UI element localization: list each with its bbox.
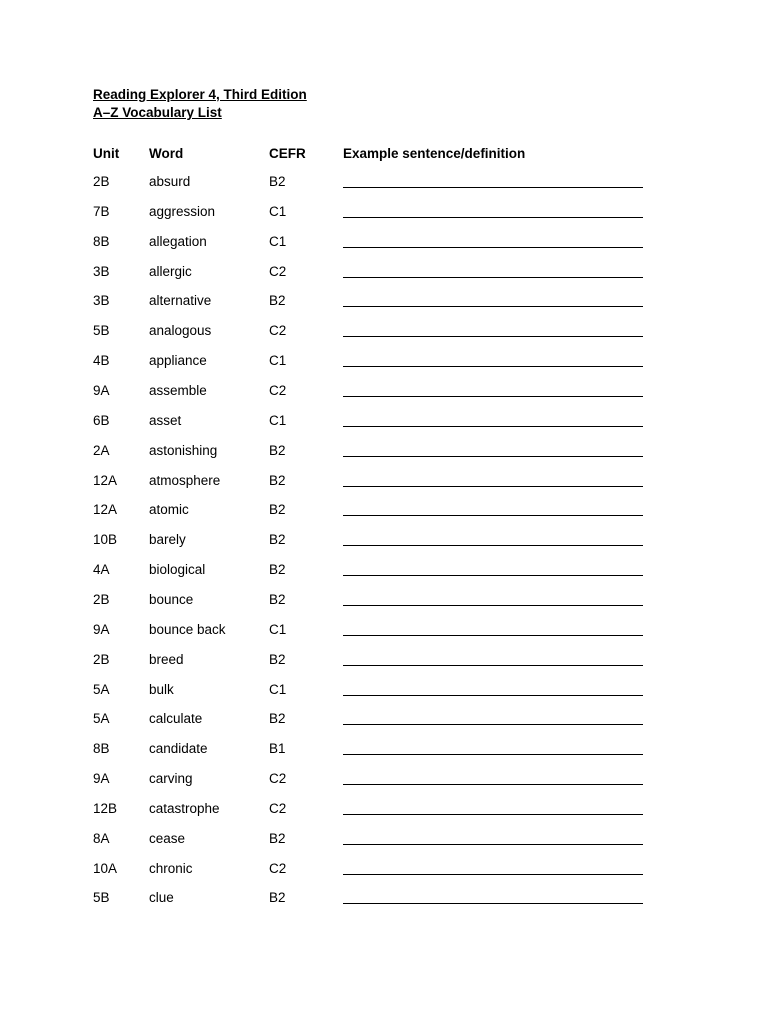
unit-cell: 9A xyxy=(93,621,110,637)
table-row xyxy=(0,442,768,460)
unit-cell: 2B xyxy=(93,174,110,189)
unit-cell: 5A xyxy=(93,681,110,697)
example-blank-line[interactable] xyxy=(343,844,643,845)
word-cell: biological xyxy=(149,562,206,577)
example-blank-line[interactable] xyxy=(343,724,643,725)
table-row xyxy=(0,322,768,340)
word-cell: bounce back xyxy=(149,621,226,637)
example-blank-line[interactable] xyxy=(343,456,643,457)
word-cell: breed xyxy=(149,651,184,667)
table-row xyxy=(0,561,768,579)
header-word: Word xyxy=(149,146,184,161)
word-cell: calculate xyxy=(149,711,203,727)
cefr-cell: B2 xyxy=(269,174,286,189)
unit-cell: 8B xyxy=(93,741,110,757)
word-cell: atmosphere xyxy=(149,472,221,488)
example-blank-line[interactable] xyxy=(343,426,643,427)
example-blank-line[interactable] xyxy=(343,754,643,755)
table-row xyxy=(0,352,768,370)
unit-cell: 12A xyxy=(93,502,118,518)
word-cell: chronic xyxy=(149,860,193,876)
word-cell: candidate xyxy=(149,741,208,757)
table-row xyxy=(0,621,768,639)
unit-cell: 10B xyxy=(93,532,118,548)
unit-cell: 5B xyxy=(93,890,110,906)
table-row xyxy=(0,740,768,758)
unit-cell: 8B xyxy=(93,233,110,249)
unit-cell: 5A xyxy=(93,711,110,727)
cefr-cell: B2 xyxy=(269,651,286,667)
word-cell: barely xyxy=(149,532,186,548)
unit-cell: 9A xyxy=(93,771,110,786)
example-blank-line[interactable] xyxy=(343,187,643,188)
example-blank-line[interactable] xyxy=(343,306,643,307)
cefr-cell: B1 xyxy=(269,741,286,757)
example-blank-line[interactable] xyxy=(343,814,643,815)
word-cell: clue xyxy=(149,890,174,906)
cefr-cell: C1 xyxy=(269,681,287,697)
cefr-cell: B2 xyxy=(269,532,286,548)
document-subtitle: A–Z Vocabulary List xyxy=(93,105,222,120)
example-blank-line[interactable] xyxy=(343,575,643,576)
cefr-cell: C1 xyxy=(269,353,287,369)
unit-cell: 6B xyxy=(93,412,110,428)
cefr-cell: B2 xyxy=(269,890,286,906)
word-cell: astonishing xyxy=(149,442,218,458)
cefr-cell: B2 xyxy=(269,711,286,727)
word-cell: analogous xyxy=(149,323,212,339)
header-example: Example sentence/definition xyxy=(343,146,526,161)
unit-cell: 2B xyxy=(93,591,110,607)
table-row xyxy=(0,292,768,310)
word-cell: alternative xyxy=(149,293,212,309)
cefr-cell: B2 xyxy=(269,293,286,309)
table-row xyxy=(0,501,768,519)
example-blank-line[interactable] xyxy=(343,217,643,218)
cefr-cell: C2 xyxy=(269,383,287,398)
example-blank-line[interactable] xyxy=(343,336,643,337)
cefr-cell: B2 xyxy=(269,830,286,846)
cefr-cell: C1 xyxy=(269,621,287,637)
table-row xyxy=(0,710,768,728)
table-row xyxy=(0,472,768,490)
table-row xyxy=(0,860,768,878)
cefr-cell: C1 xyxy=(269,203,287,219)
document-title: Reading Explorer 4, Third Edition xyxy=(93,87,307,102)
unit-cell: 9A xyxy=(93,383,110,398)
unit-cell: 12B xyxy=(93,800,118,816)
table-row xyxy=(0,651,768,669)
word-cell: carving xyxy=(149,771,193,786)
table-row xyxy=(0,830,768,848)
example-blank-line[interactable] xyxy=(343,635,643,636)
word-cell: atomic xyxy=(149,502,189,518)
table-row xyxy=(0,531,768,549)
table-row xyxy=(0,382,768,400)
word-cell: cease xyxy=(149,830,186,846)
cefr-cell: C1 xyxy=(269,412,287,428)
word-cell: bounce xyxy=(149,591,194,607)
cefr-cell: B2 xyxy=(269,442,286,458)
example-blank-line[interactable] xyxy=(343,695,643,696)
word-cell: aggression xyxy=(149,203,216,219)
unit-cell: 2B xyxy=(93,651,110,667)
cefr-cell: C2 xyxy=(269,860,287,876)
cefr-cell: C2 xyxy=(269,263,287,279)
unit-cell: 12A xyxy=(93,472,118,488)
table-row xyxy=(0,203,768,221)
example-blank-line[interactable] xyxy=(343,396,643,397)
example-blank-line[interactable] xyxy=(343,247,643,248)
table-row xyxy=(0,770,768,788)
unit-cell: 7B xyxy=(93,203,110,219)
cefr-cell: B2 xyxy=(269,472,286,488)
cefr-cell: B2 xyxy=(269,562,286,577)
example-blank-line[interactable] xyxy=(343,784,643,785)
unit-cell: 4B xyxy=(93,353,110,369)
table-row xyxy=(0,591,768,609)
word-cell: catastrophe xyxy=(149,800,220,816)
word-cell: allergic xyxy=(149,263,192,279)
unit-cell: 10A xyxy=(93,860,118,876)
word-cell: allegation xyxy=(149,233,207,249)
example-blank-line[interactable] xyxy=(343,486,643,487)
cefr-cell: C2 xyxy=(269,800,287,816)
cefr-cell: C2 xyxy=(269,771,287,786)
word-cell: asset xyxy=(149,412,182,428)
unit-cell: 3B xyxy=(93,293,110,309)
table-row xyxy=(0,412,768,430)
example-blank-line[interactable] xyxy=(343,545,643,546)
header-cefr: CEFR xyxy=(269,146,306,161)
word-cell: assemble xyxy=(149,383,207,398)
cefr-cell: B2 xyxy=(269,502,286,518)
unit-cell: 4A xyxy=(93,562,110,577)
example-blank-line[interactable] xyxy=(343,665,643,666)
table-row xyxy=(0,263,768,281)
word-cell: absurd xyxy=(149,174,191,189)
unit-cell: 8A xyxy=(93,830,110,846)
cefr-cell: C1 xyxy=(269,233,287,249)
example-blank-line[interactable] xyxy=(343,874,643,875)
table-row xyxy=(0,889,768,907)
cefr-cell: B2 xyxy=(269,591,286,607)
table-row xyxy=(0,681,768,699)
unit-cell: 3B xyxy=(93,263,110,279)
example-blank-line[interactable] xyxy=(343,605,643,606)
table-row xyxy=(0,173,768,191)
example-blank-line[interactable] xyxy=(343,366,643,367)
word-cell: bulk xyxy=(149,681,174,697)
table-row xyxy=(0,233,768,251)
example-blank-line[interactable] xyxy=(343,515,643,516)
word-cell: appliance xyxy=(149,353,207,369)
example-blank-line[interactable] xyxy=(343,277,643,278)
header-unit: Unit xyxy=(93,146,120,161)
table-row xyxy=(0,800,768,818)
unit-cell: 2A xyxy=(93,442,110,458)
cefr-cell: C2 xyxy=(269,323,287,339)
unit-cell: 5B xyxy=(93,323,110,339)
example-blank-line[interactable] xyxy=(343,903,643,904)
